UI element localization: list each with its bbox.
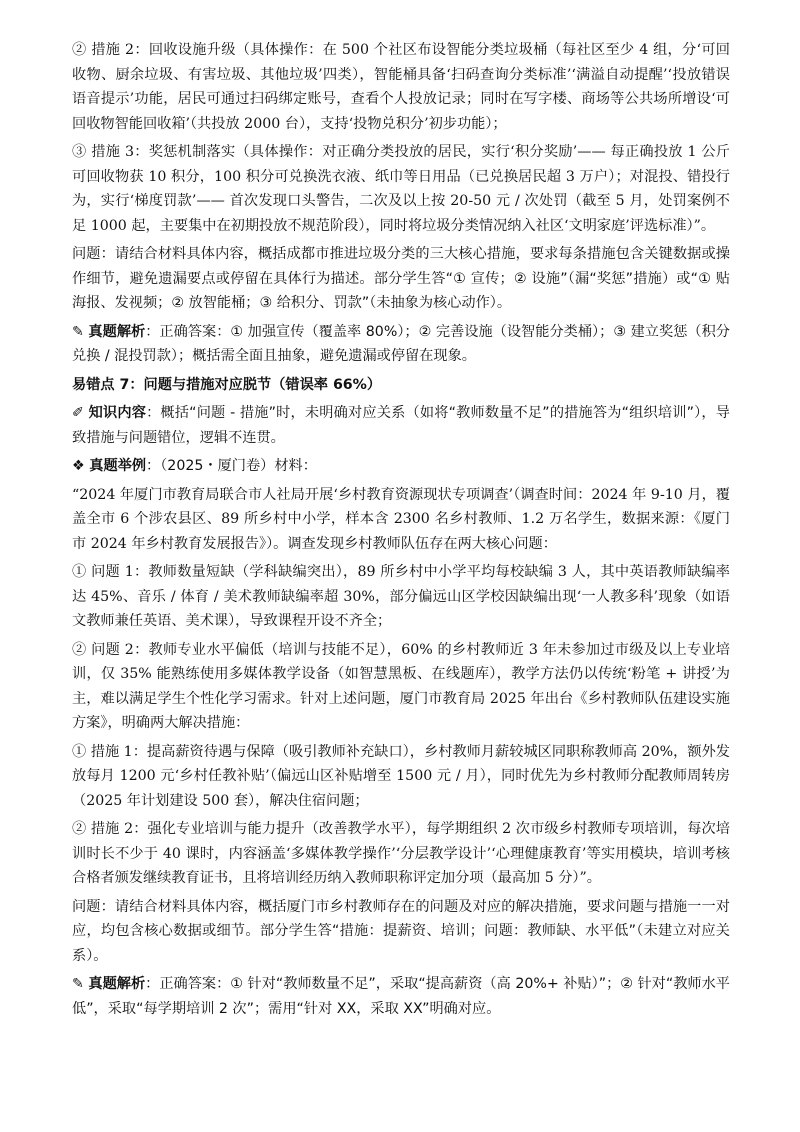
analysis-label: 真题解析 <box>88 323 146 340</box>
solution-2-paragraph: ② 措施 2：强化专业培训与能力提升（改善教学水平），每学期组织 2 次市级乡村教师专项培训，每次培训时长不少于 40 课时，内容涵盖‘多媒体教学操作’‘分层教学设计’‘心理健康教育’等实用模块，培训考核合格者颁发继续教育证书，且将培训经历纳入教师职称评定加分项（最高加 5 分）”。 <box>72 821 730 886</box>
material-intro-paragraph: “2024 年厦门市教育局联合市人社局开展‘乡村教育资源现状专项调查’（调查时间：2024 年 9-10 月，覆盖全市 6 个涉农县区、89 所乡村中小学，样本含 2300 名乡村教师、1.2 万名学生，数据来源：《厦门市 2024 年乡村教育发展报告》）。调查发现乡村教师队伍存在两大核心问题： <box>72 486 730 552</box>
problem-1-paragraph: ① 问题 1：教师数量短缺（学科缺编突出），89 所乡村中小学平均每校缺编 3 人，其中英语教师缺编率达 45%、音乐 / 体育 / 美术教师缺编率超 30%，部分偏远山区学校因缺编出现‘一人教多科’现象（如语文教师兼任英语、美术课），导致课程开设不齐全； <box>72 564 730 629</box>
example-text: ：（2025・厦门卷）材料： <box>146 458 317 474</box>
pencil-icon: ✎ <box>72 976 84 992</box>
measure-3-paragraph: ③ 措施 3：奖惩机制落实（具体操作：对正确分类投放的居民，实行‘积分奖励’—— 每正确投放 1 公斤可回收物获 10 积分，100 积分可兑换洗衣液、纸巾等日用品（已兑换居民超 3 万户）；对混投、错投行为，实行‘梯度罚款’—— 首次发现口头警告，二次及以上按 20-50 元 / 次处罚（截至 5 月，处罚案例不足 1000 起，主要集中在初期投放不规范阶段），同时将垃圾分类情况纳入社区‘文明家庭’评选标准）”。 <box>72 144 730 234</box>
knowledge-text: ：概括“问题 - 措施”时，未明确对应关系（如将“教师数量不足”的措施答为“组织培训”），导致措施与问题错位，逻辑不连贯。 <box>72 405 730 446</box>
example-label: 真题举例 <box>89 458 147 474</box>
pencil-icon: ✎ <box>72 323 84 340</box>
knowledge-paragraph <box>72 401 730 450</box>
solution-1-paragraph: ① 措施 1：提高薪资待遇与保障（吸引教师补充缺口），乡村教师月薪较城区同职称教师高 20%，额外发放每月 1200 元‘乡村任教补贴’（偏远山区补贴增至 1500 元 / 月），同时优先为乡村教师分配教师周转房（2025 年计划建设 500 套），解决住宿问题； <box>72 743 730 809</box>
analysis-paragraph <box>72 320 730 369</box>
question-paragraph: 问题：请结合材料具体内容，概括成都市推进垃圾分类的三大核心措施，要求每条措施包含关键数据或操作细节，避免遗漏要点或停留在具体行为描述。部分学生答“① 宣传；② 设施”（漏“奖惩”措施）或“① 贴海报、发视频；② 放智能桶；③ 给积分、罚款”（未抽象为核心动作）。 <box>72 246 730 311</box>
knowledge-label: 知识内容 <box>88 405 147 421</box>
pen-icon: ✐ <box>72 405 84 421</box>
question-2-paragraph: 问题：请结合材料具体内容，概括厦门市乡村教师存在的问题及对应的解决措施，要求问题与措施一一对应，均包含核心数据或细节。部分学生答“措施：提薪资、培训；问题：教师缺、水平低”（未建立对应关系）。 <box>72 898 730 964</box>
measure-2-paragraph: ② 措施 2：回收设施升级（具体操作：在 500 个社区布设智能分类垃圾桶（每社区至少 4 组，分‘可回收物、厨余垃圾、有害垃圾、其他垃圾’四类），智能桶具备‘扫码查询分类标准’‘满溢自动提醒’‘投放错误语音提示’功能，居民可通过扫码绑定账号，查看个人投放记录；同时在写字楼、商场等公共场所增设‘可回收物智能回收箱’（共投放 2000 台），支持‘投物兑积分’初步功能）； <box>72 42 730 132</box>
example-paragraph <box>72 454 730 479</box>
analysis-2-text: ：正确答案：① 针对“教师数量不足”，采取“提高薪资（高 20%+ 补贴）”；② 针对“教师水平低”，采取“每学期培训 2 次”；需用“针对 XX，采取 XX”明确对应。 <box>72 976 730 1017</box>
analysis-2-paragraph <box>72 972 730 1021</box>
analysis-2-label: 真题解析 <box>88 976 146 992</box>
diamond-icon: ❖ <box>72 458 85 474</box>
problem-2-paragraph: ② 问题 2：教师专业水平偏低（培训与技能不足），60% 的乡村教师近 3 年未参加过市级及以上专业培训，仅 35% 能熟练使用多媒体教学设备（如智慧黑板、在线题库），教学方法仍以传统‘粉笔 + 讲授’为主，难以满足学生个性化学习需求。针对上述问题，厦门市教育局 2025 年出台《乡村教师队伍建设实施方案》，明确两大解决措施： <box>72 641 730 731</box>
analysis-text: ：正确答案：① 加强宣传（覆盖率 80%）；② 完善设施（设智能分类桶）；③ 建立奖惩（积分兑换 / 混投罚款）；概括需全面且抽象，避免遗漏或停留在现象。 <box>72 323 730 364</box>
section-heading: 易错点 7：问题与措施对应脱节（错误率 66%） <box>72 376 382 393</box>
